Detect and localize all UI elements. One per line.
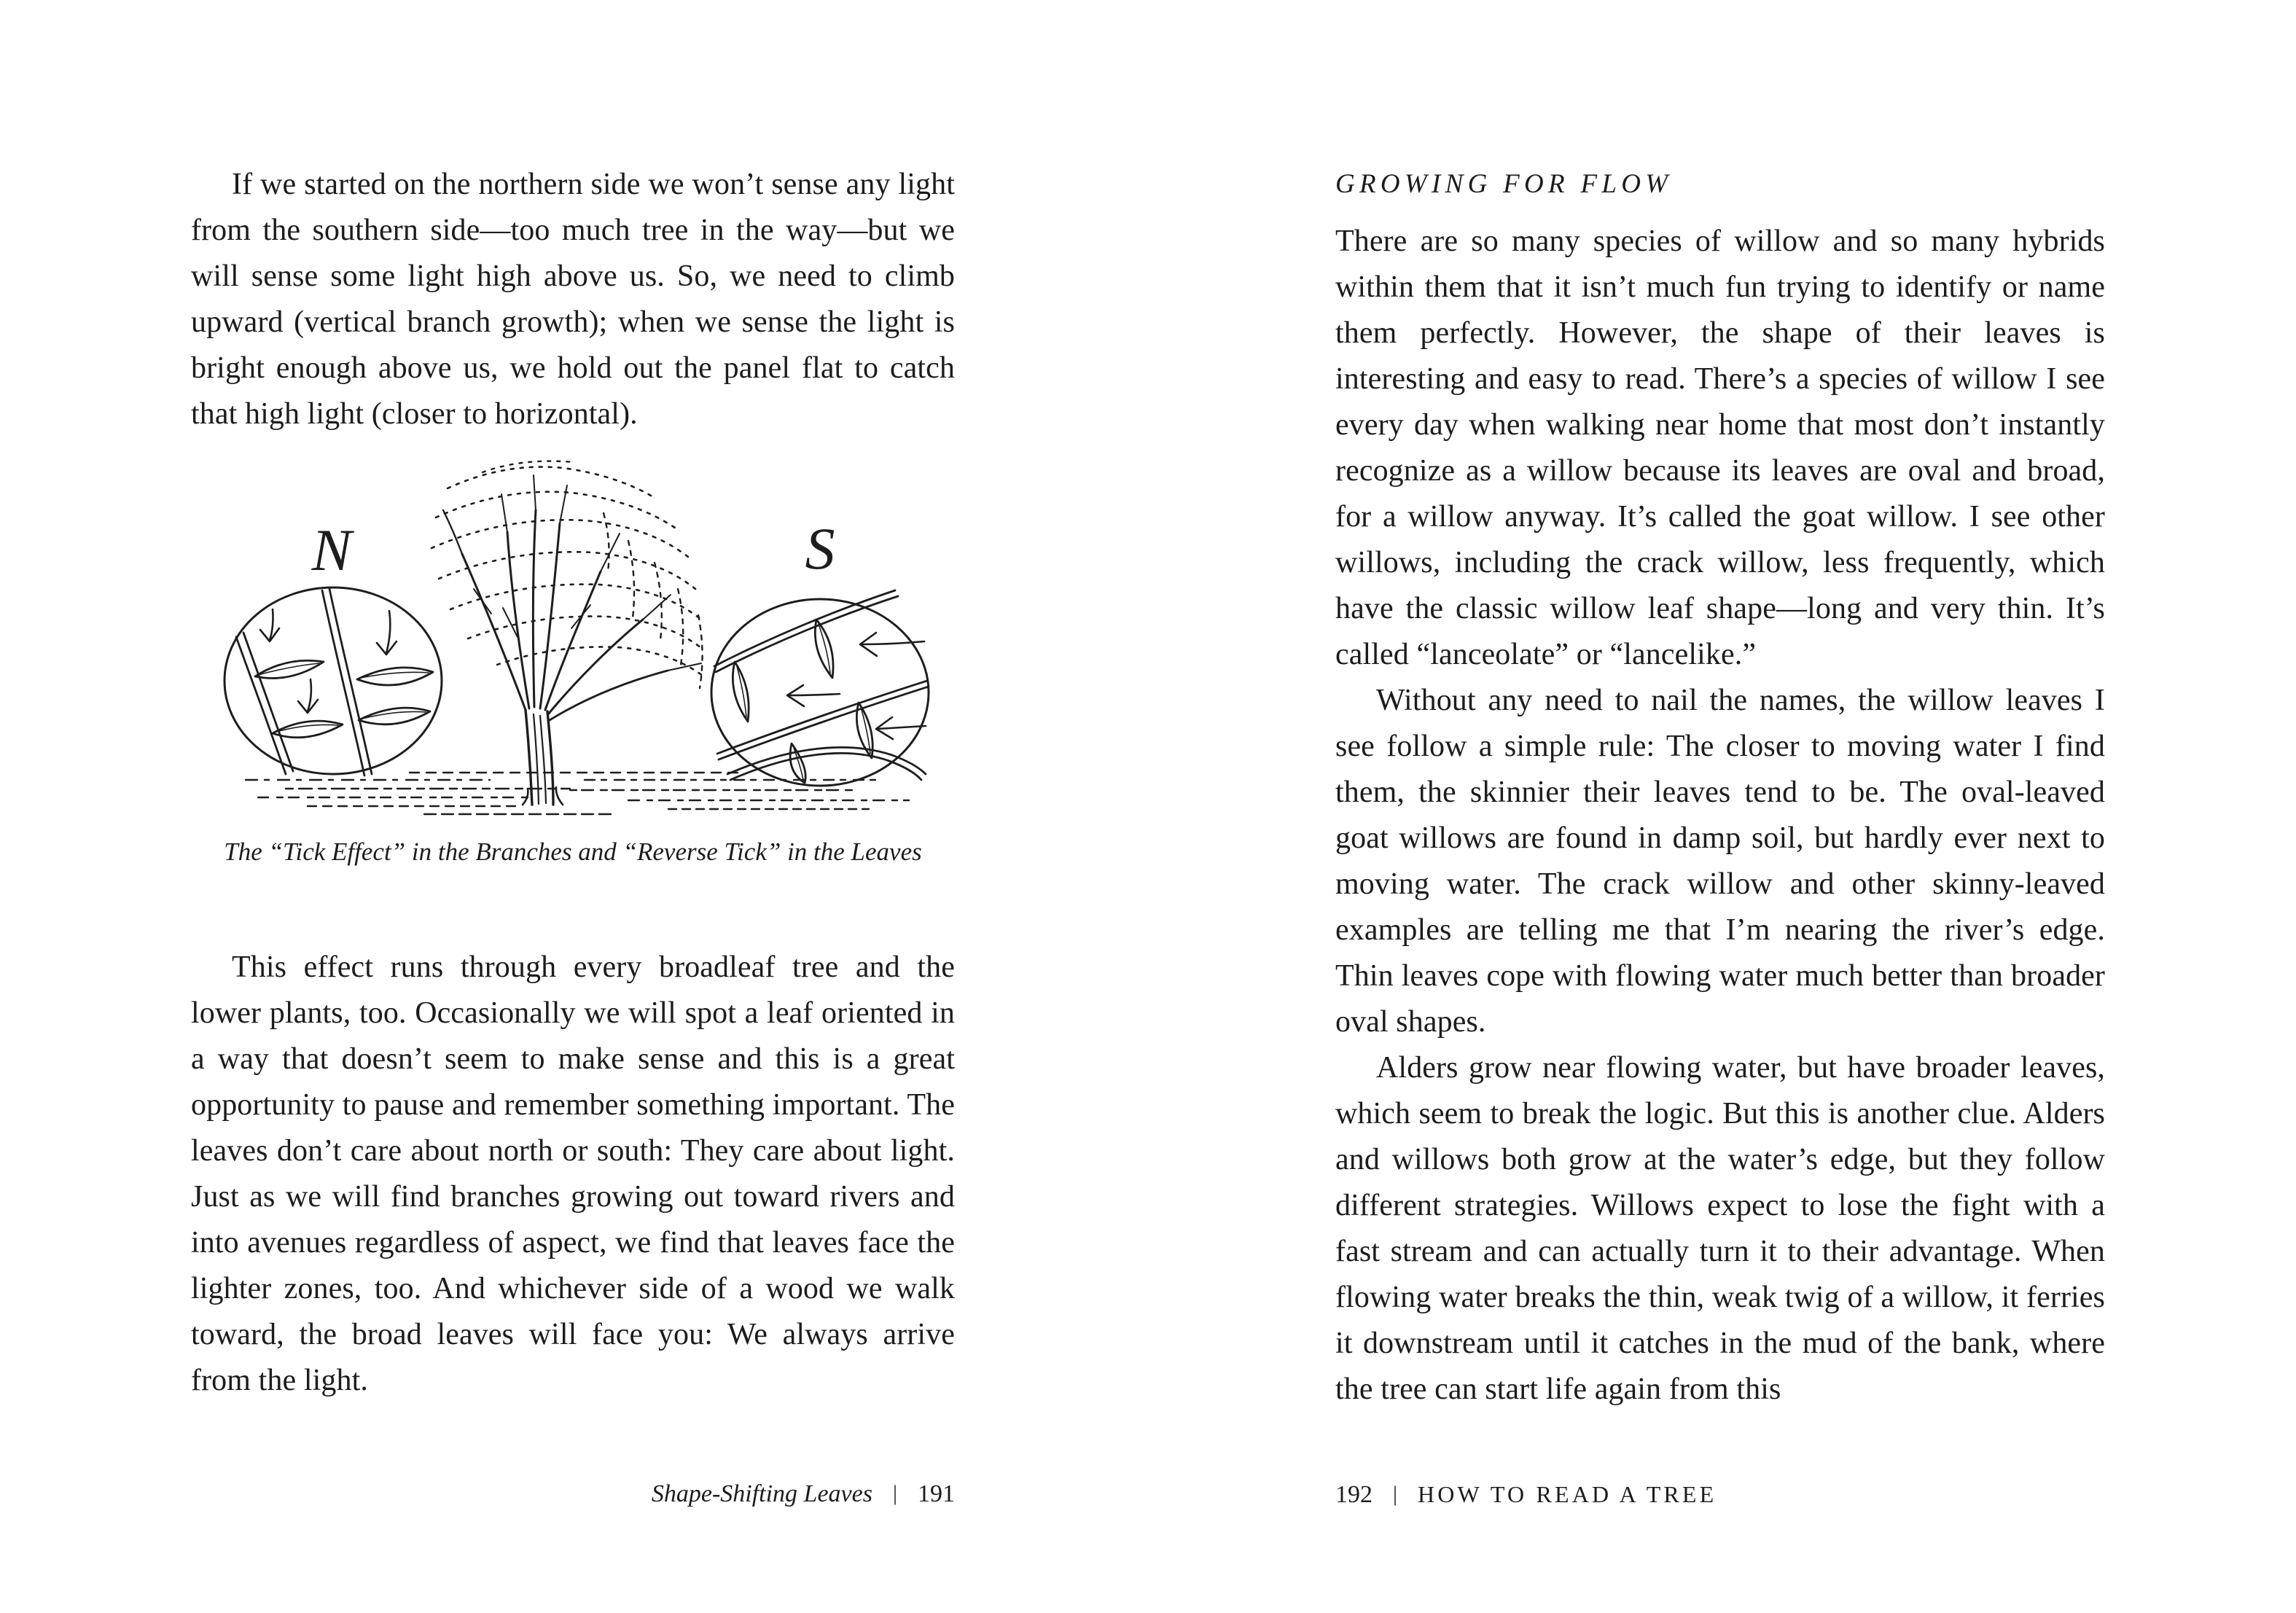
body-paragraph: This effect runs through every broadleaf tree and the lower plants, too. Occasionally we will spot a leaf oriented in a way that doesn’t seem to make sense and this is a great opportunity to pause and remember something important. The leaves don’t care about north or south: They care about light. Just as we will find branches growing out toward rivers and into avenues regardless of aspect, we find that leaves face the lighter zones, too. And whichever side of a wood we walk toward, the broad leaves will face you: We always arrive from the light. [191, 950, 955, 1397]
body-paragraph: If we started on the northern side we won’t sense any light from the southern side—too much tree in the way—but we will sense some light high above us. So, we need to climb upward (vertical branch growth); when we sense the light is bright enough above us, we hold out the panel flat to catch that high light (closer to horizontal). [191, 168, 955, 431]
running-book-title: HOW TO READ A TREE [1418, 1481, 1717, 1507]
left-page [191, 0, 955, 1613]
right-page [1335, 0, 2105, 1613]
tick-effect-illustration [191, 446, 955, 869]
footer-separator: | [1393, 1482, 1398, 1506]
body-text-block [1335, 219, 2105, 1413]
tree-sketch [432, 461, 706, 805]
body-paragraph: There are so many species of willow and so many hybrids within them that it isn’t much fun trying to identify or name them perfectly. However, the shape of their leaves is interesting and easy to read. There’s a species of willow I see every day when walking near home that most don’t instantly recognize as a willow because its leaves are oval and broad, for a willow anyway. It’s called the goat willow. I see other willows, including the crack willow, less frequently, which have the classic willow leaf shape—long and very thin. It’s called “lanceolate” or “lancelike.” [1335, 224, 2105, 671]
ground-hatching [246, 773, 909, 814]
section-heading: GROWING FOR FLOW [1335, 169, 1673, 199]
left-page-footer [191, 1478, 955, 1511]
footer-separator: | [892, 1481, 897, 1505]
right-page-footer [1335, 1478, 2105, 1512]
body-paragraph: Alders grow near flowing water, but have broader leaves, which seem to break the logic. But this is another clue. Alders and willows both grow at the water’s edge, but they follow different strategies. Willows expect to lose the fight with a fast stream and can actually turn it to their advantage. When flowing water breaks the thin, weak twig of a willow, it ferries it downstream until it catches in the mud of the bank, where the tree can start life again from this [1335, 1051, 2105, 1406]
page-number: 191 [918, 1480, 955, 1507]
south-label: S [805, 515, 835, 582]
body-paragraph: Without any need to nail the names, the willow leaves I see follow a simple rule: The closer to moving water I find them, the skinnier their leaves tend to be. The oval-leaved goat willows are found in damp soil, but hardly ever next to moving water. The crack willow and other skinny-leaved examples are telling me that I’m nearing the river’s edge. Thin leaves cope with flowing water much better than broader oval shapes. [1335, 684, 2105, 1039]
south-detail-circle [711, 590, 929, 786]
leaf-shape [255, 660, 433, 738]
page-number: 192 [1335, 1481, 1372, 1508]
illustration-caption: The “Tick Effect” in the Branches and “Reverse Tick” in the Leaves [224, 837, 922, 866]
leaf-shape [733, 620, 872, 783]
down-arrow [260, 609, 397, 713]
running-chapter-title: Shape-Shifting Leaves [651, 1480, 872, 1507]
north-detail-circle [224, 587, 442, 776]
north-label: N [311, 517, 352, 583]
tick-effect-drawing [191, 446, 955, 828]
